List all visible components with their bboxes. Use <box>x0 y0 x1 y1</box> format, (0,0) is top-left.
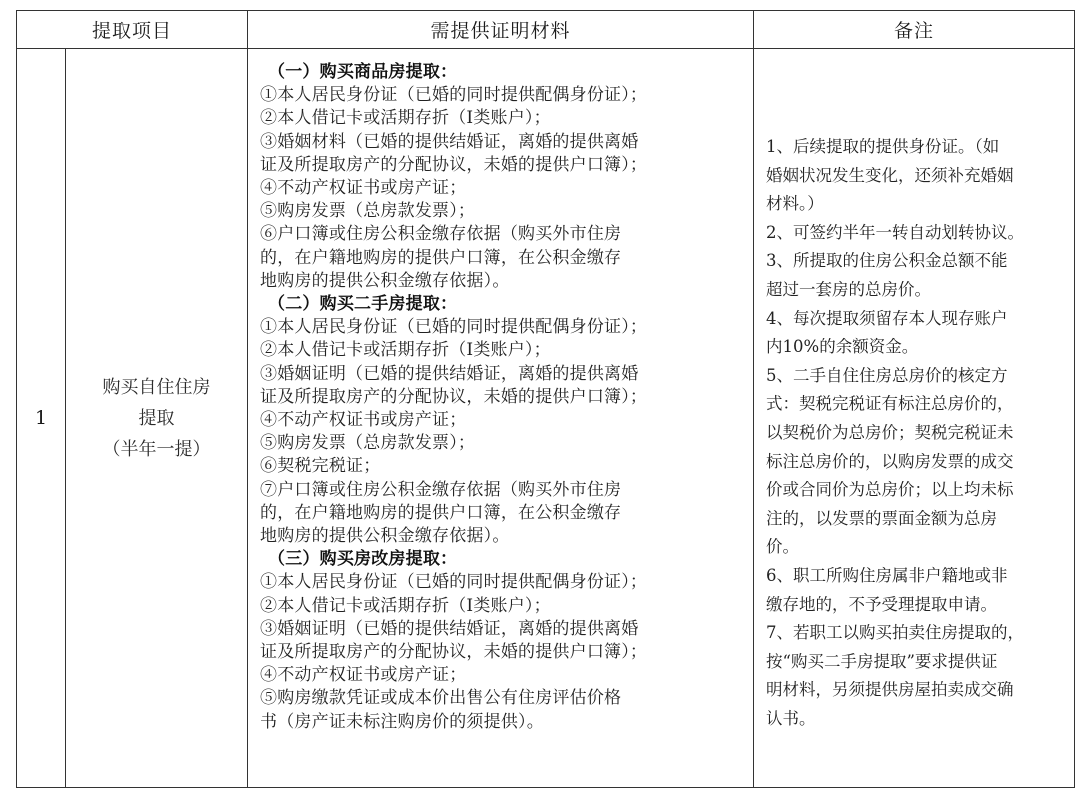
material-line: 的，在户籍地购房的提供户口簿，在公积金缴存 <box>260 247 622 268</box>
material-line: ②本人借记卡或活期存折（I类账户）； <box>260 595 551 616</box>
remark-line: 认书。 <box>766 708 816 728</box>
material-line: ③婚姻证明（已婚的提供结婚证，离婚的提供离婚 <box>260 363 639 384</box>
material-line: 地购房的提供公积金缴存依据）。 <box>260 526 510 547</box>
table-row <box>17 49 1075 788</box>
material-line: ②本人借记卡或活期存折（I类账户）； <box>260 340 551 361</box>
material-section-heading: （二）购买二手房提取： <box>268 294 458 315</box>
material-line: 书（房产证未标注购房价的须提供）。 <box>260 711 544 732</box>
remark-line: 6、职工所购住房属非户籍地或非 <box>766 565 1008 585</box>
material-line: 证及所提取房产的分配协议，未婚的提供户口簿）； <box>260 642 648 663</box>
material-line: ⑦户口簿或住房公积金缴存依据（购买外市住房 <box>260 479 622 500</box>
material-line: ⑥户口簿或住房公积金缴存依据（购买外市住房 <box>260 224 622 245</box>
remark-line: 标注总房价的，以购房发票的成交 <box>766 451 1014 471</box>
remark-line: 价。 <box>766 537 800 557</box>
material-line: ④不动产权证书或房产证； <box>260 665 467 686</box>
remark-line: 价或合同价为总房价；以上均未标 <box>766 480 1014 500</box>
remark-line: 以契税价为总房价；契税完税证未 <box>766 422 1014 442</box>
required-materials-cell <box>248 49 754 788</box>
material-line: 证及所提取房产的分配协议，未婚的提供户口簿）； <box>260 386 648 407</box>
remark-line: 内10%的余额资金。 <box>766 337 919 357</box>
remarks-cell <box>754 49 1075 788</box>
remark-line: 明材料，另须提供房屋拍卖成交确 <box>766 680 1014 700</box>
remark-line: 2、可签约半年一转自动划转协议。 <box>766 222 1025 242</box>
material-line: ⑥契税完税证； <box>260 456 381 477</box>
withdrawal-item-cell <box>66 49 248 788</box>
item-line: 提取 <box>138 407 175 429</box>
item-line: （半年一提） <box>102 438 211 460</box>
material-line: 的，在户籍地购房的提供户口簿，在公积金缴存 <box>260 502 622 523</box>
remark-line: 缴存地的，不予受理提取申请。 <box>766 594 998 614</box>
remarks-list <box>766 133 1066 733</box>
header-required-materials: 需提供证明材料 <box>248 11 754 49</box>
remark-line: 注的，以发票的票面金额为总房 <box>766 508 998 528</box>
material-line: ③婚姻材料（已婚的提供结婚证，离婚的提供离婚 <box>260 131 639 152</box>
remark-line: 按“购买二手房提取”要求提供证 <box>766 651 998 671</box>
material-line: ⑤购房发票（总房款发票）； <box>260 201 476 222</box>
material-line: 地购房的提供公积金缴存依据）。 <box>260 270 510 291</box>
withdrawal-requirements-table <box>16 10 1075 788</box>
material-line: ④不动产权证书或房产证； <box>260 410 467 431</box>
material-line: ⑤购房发票（总房款发票）； <box>260 433 476 454</box>
remark-line: 材料。） <box>766 194 824 214</box>
material-line: ③婚姻证明（已婚的提供结婚证，离婚的提供离婚 <box>260 618 639 639</box>
material-section-heading: （一）购买商品房提取： <box>268 62 458 82</box>
material-line: ④不动产权证书或房产证； <box>260 178 467 199</box>
material-line: 证及所提取房产的分配协议，未婚的提供户口簿）； <box>260 154 648 175</box>
remark-line: 4、每次提取须留存本人现存账户 <box>766 308 1008 328</box>
material-line: ①本人居民身份证（已婚的同时提供配偶身份证）； <box>260 317 648 338</box>
material-line: ②本人借记卡或活期存折（I类账户）； <box>260 108 551 129</box>
remark-line: 式：契税完税证有标注总房价的， <box>766 394 1014 414</box>
remark-line: 5、二手自住住房总房价的核定方 <box>766 365 1008 385</box>
materials-list <box>260 61 751 734</box>
header-withdrawal-item: 提取项目 <box>17 11 248 49</box>
material-line: ⑤购房缴款凭证或成本价出售公有住房评估价格 <box>260 688 622 709</box>
remark-line: 1、后续提取的提供身份证。（如 <box>766 137 1000 156</box>
material-line: ①本人居民身份证（已婚的同时提供配偶身份证）； <box>260 572 648 593</box>
remark-line: 3、所提取的住房公积金总额不能 <box>766 251 1008 271</box>
header-remarks: 备注 <box>754 11 1075 49</box>
remark-line: 超过一套房的总房价。 <box>766 279 932 299</box>
material-section-heading: （三）购买房改房提取： <box>268 549 458 570</box>
row-number: 1 <box>17 49 66 788</box>
material-line: ①本人居民身份证（已婚的同时提供配偶身份证）； <box>260 85 648 106</box>
remark-line: 婚姻状况发生变化，还须补充婚姻 <box>766 165 1014 185</box>
table-header-row <box>17 11 1075 49</box>
remark-line: 7、若职工以购买拍卖住房提取的， <box>766 623 1025 643</box>
item-line: 购买自住住房 <box>102 376 211 398</box>
